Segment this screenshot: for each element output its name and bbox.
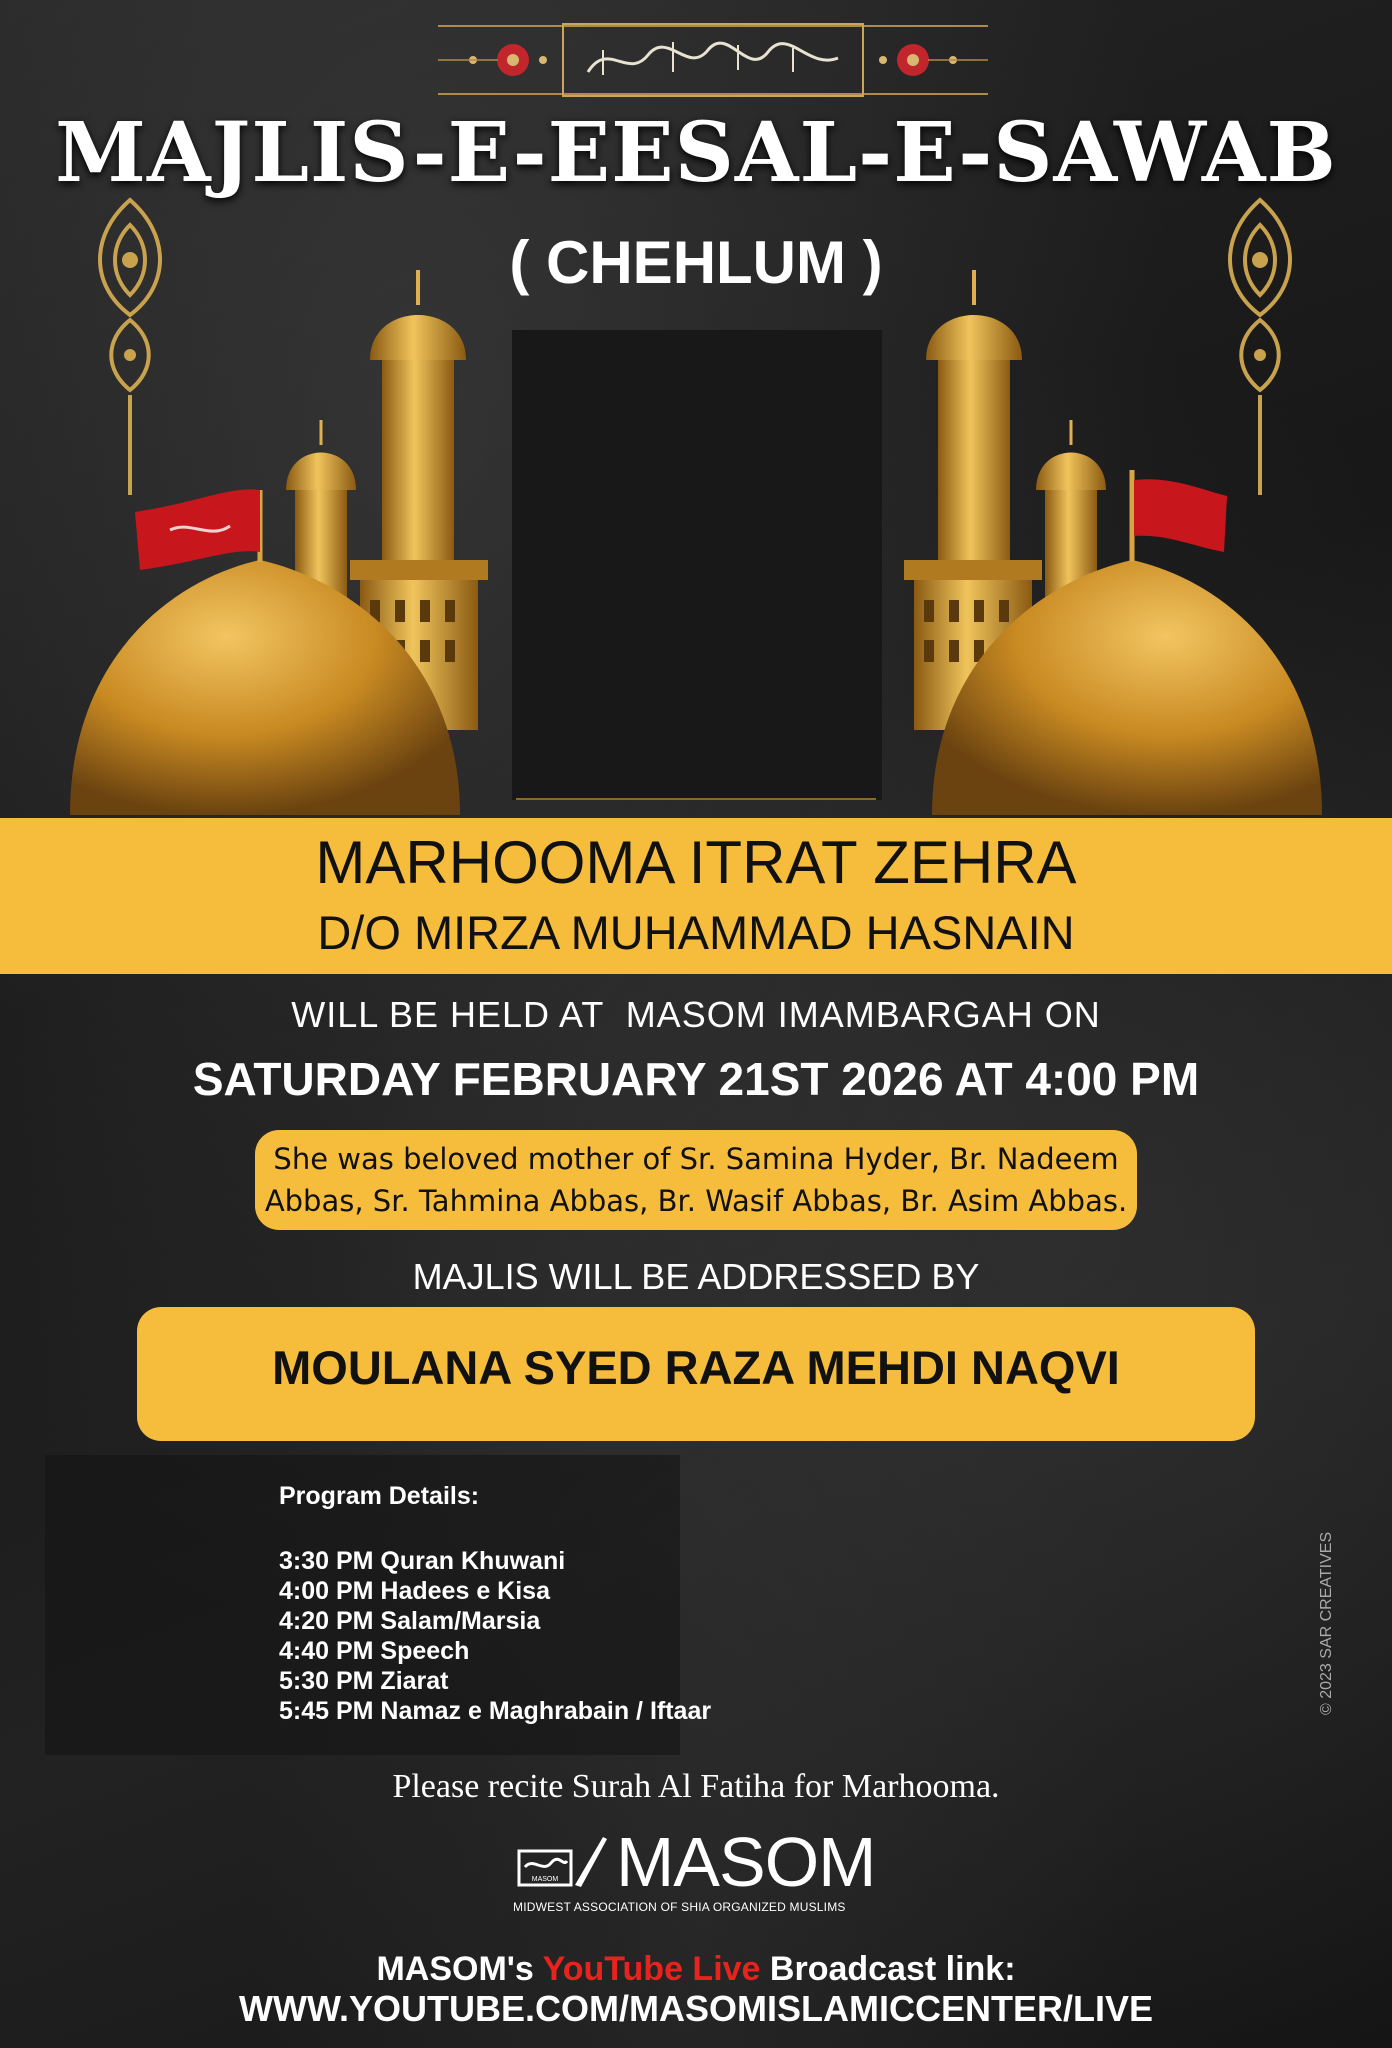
broadcast-suffix: Broadcast link: xyxy=(760,1950,1016,1988)
main-title: MAJLIS-E-EESAL-E-SAWAB xyxy=(55,105,1337,201)
program-item: 3:30 PM Quran Khuwani xyxy=(279,1547,566,1575)
venue-line: WILL BE HELD AT MASOM IMAMBARGAH ON xyxy=(291,994,1101,1035)
broadcast-line xyxy=(0,1950,1392,1989)
broadcast-prefix: MASOM's xyxy=(376,1950,543,1988)
deceased-name: MARHOOMA ITRAT ZEHRA xyxy=(315,829,1077,896)
family-note: She was beloved mother of Sr. Samina Hyder, Br. Nadeem Abbas, Sr. Tahmina Abbas, Br. Wasif Abbas, Br. Asim Abbas. xyxy=(264,1142,1128,1218)
program-item: 4:00 PM Hadees e Kisa xyxy=(279,1577,550,1605)
fatiha-line: Please recite Surah Al Fatiha for Marhooma. xyxy=(392,1768,1000,1805)
center-divider xyxy=(516,798,876,800)
calligraphy-banner-icon xyxy=(438,20,988,100)
logo-tagline: MIDWEST ASSOCIATION OF SHIA ORGANIZED MUSLIMS xyxy=(513,1900,846,1914)
program-item: 5:45 PM Namaz e Maghrabain / Iftaar xyxy=(279,1697,712,1725)
shrine-dome-left-icon xyxy=(50,190,520,815)
program-heading: Program Details: xyxy=(279,1482,480,1510)
speaker-name: MOULANA SYED RAZA MEHDI NAQVI xyxy=(272,1341,1120,1394)
logo-wordmark: MASOM xyxy=(616,1823,876,1901)
deceased-relation: D/O MIRZA MUHAMMAD HASNAIN xyxy=(317,906,1075,959)
credit-text: © 2023 SAR CREATIVES xyxy=(1318,1531,1335,1715)
address-line: MAJLIS WILL BE ADDRESSED BY xyxy=(412,1256,980,1297)
program-item: 4:20 PM Salam/Marsia xyxy=(279,1607,541,1635)
youtube-live-label: YouTube Live xyxy=(542,1950,761,1988)
svg-text:MASOM: MASOM xyxy=(531,1876,559,1883)
masom-logo-icon xyxy=(515,1833,611,1893)
date-line: SATURDAY FEBRUARY 21ST 2026 AT 4:00 PM xyxy=(192,1053,1200,1105)
broadcast-url[interactable]: WWW.YOUTUBE.COM/MASOMISLAMICCENTER/LIVE xyxy=(239,1988,1153,2029)
program-item: 5:30 PM Ziarat xyxy=(279,1667,449,1695)
center-panel xyxy=(512,330,882,800)
program-list xyxy=(279,1546,711,1726)
subtitle: ( CHEHLUM ) xyxy=(509,229,883,296)
program-item: 4:40 PM Speech xyxy=(279,1637,470,1665)
shrine-dome-right-icon xyxy=(872,190,1342,815)
